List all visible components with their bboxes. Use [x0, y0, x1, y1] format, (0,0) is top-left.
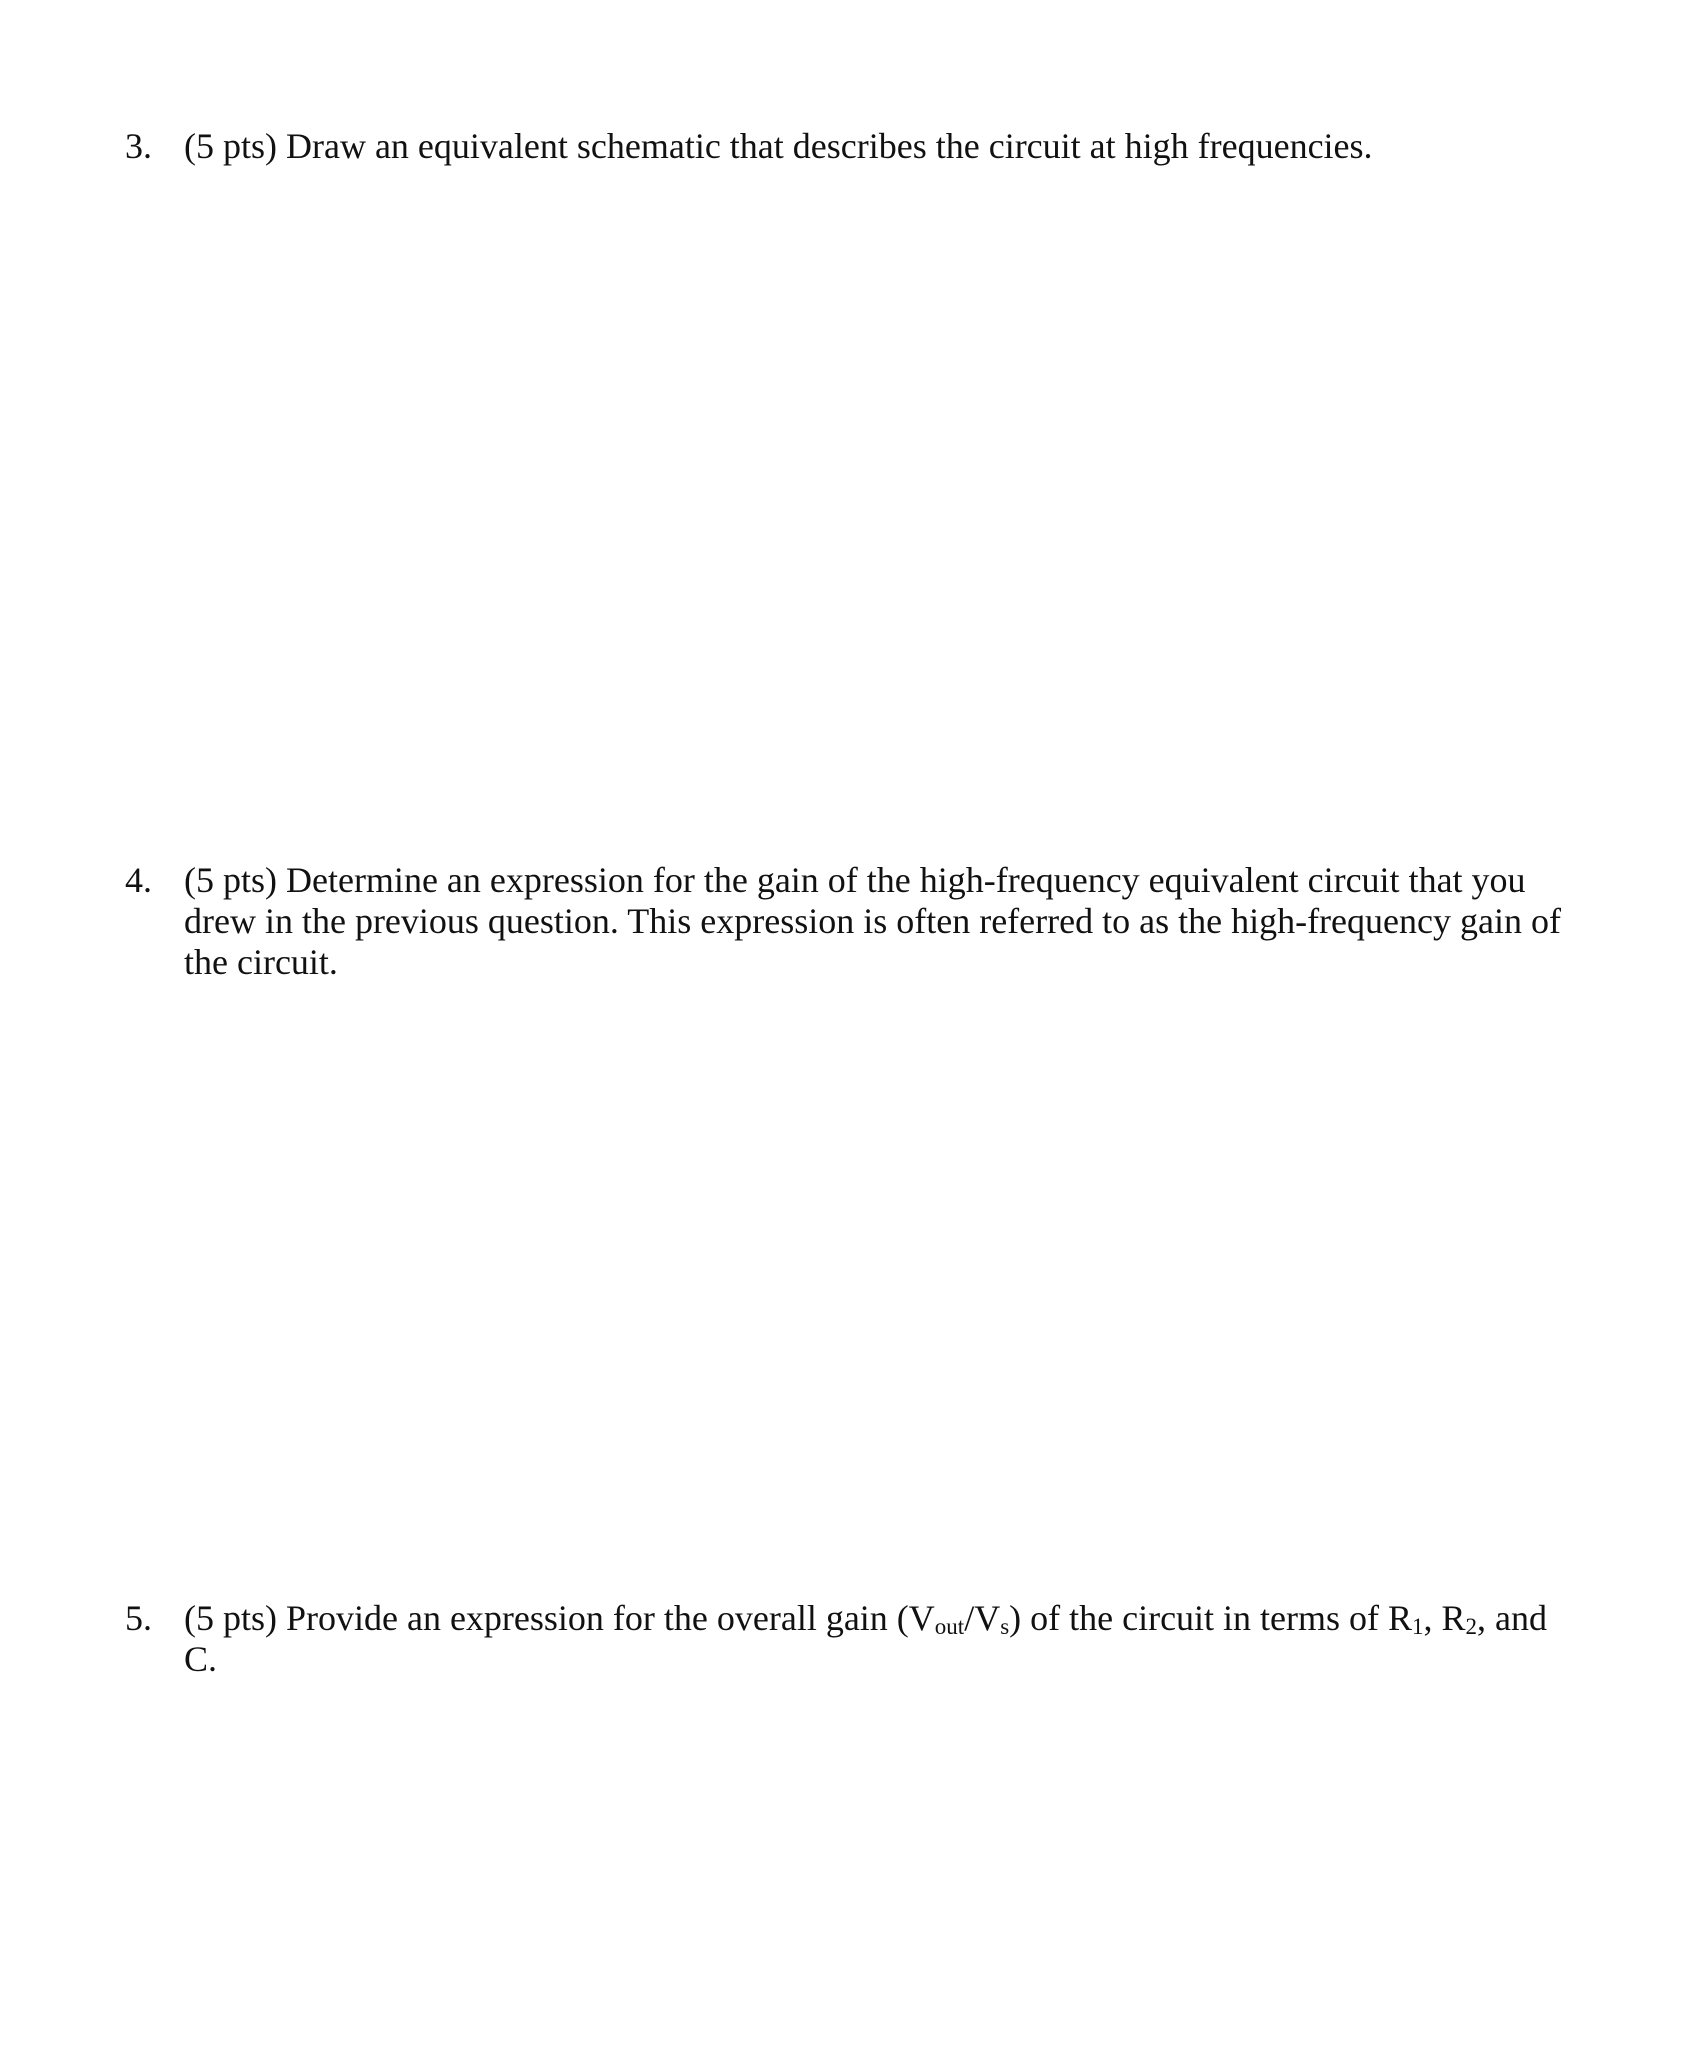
- question-number: 4.: [125, 860, 152, 900]
- text-lead: (5 pts) Provide an expression for the overall gain (V: [184, 1598, 935, 1638]
- text-slash-v: /V: [964, 1598, 1001, 1638]
- question-4: [125, 860, 1585, 983]
- subscript-1: 1: [1412, 1614, 1424, 1639]
- subscript-s: s: [1000, 1614, 1010, 1639]
- text-tail: , and C.: [184, 1598, 1548, 1679]
- question-text: (5 pts) Draw an equivalent schematic that describes the circuit at high frequencies.: [184, 126, 1373, 166]
- question-number: 5.: [125, 1598, 152, 1638]
- question-text: (5 pts) Determine an expression for the gain of the high-frequency equivalent circuit that you drew in the previous question. This expression is often referred to as the high-frequency gain of the circuit.: [184, 860, 1561, 982]
- question-text: [184, 1598, 1585, 1680]
- subscript-2: 2: [1465, 1614, 1478, 1639]
- question-3: [125, 126, 1585, 167]
- subscript-out: out: [934, 1614, 965, 1639]
- question-5: [125, 1598, 1585, 1680]
- question-number: 3.: [125, 126, 152, 166]
- text-mid: ) of the circuit in terms of R: [1009, 1598, 1413, 1638]
- text-comma-r: , R: [1423, 1598, 1466, 1638]
